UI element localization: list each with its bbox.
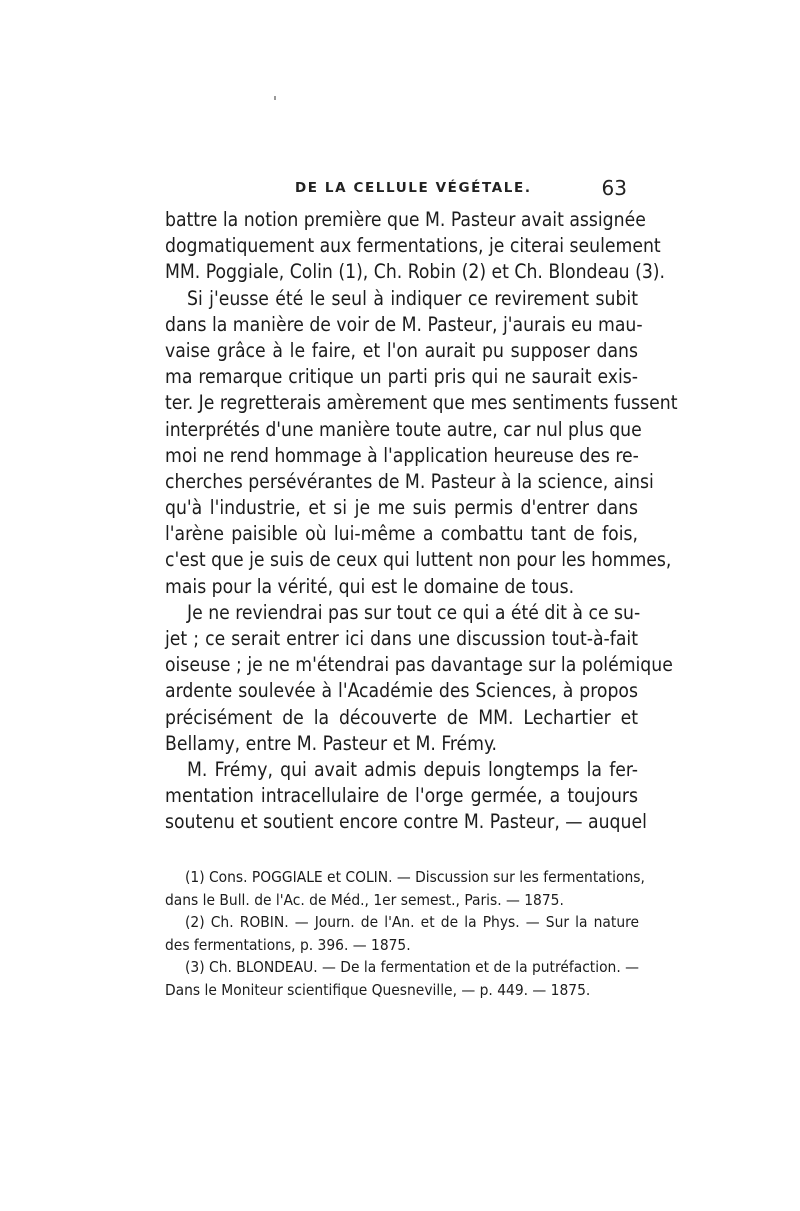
text-line: mais pour la vérité, qui est le domaine de tous. (165, 574, 575, 598)
text-line: l'arène paisible où lui-même a combattu tant de fois, (165, 522, 638, 546)
text-line: c'est que je suis de ceux qui luttent non pour les hommes, (165, 548, 672, 572)
text-line: Je ne reviendrai pas sur tout ce qui a été dit à ce su- (187, 600, 641, 624)
footnote-line: (1) Cons. POGGIALE et COLIN. — Discussion sur les fermentations, (185, 868, 645, 886)
running-title: DE LA CELLULE VÉGÉTALE. (295, 180, 532, 196)
text-line: Si j'eusse été le seul à indiquer ce revirement subit (187, 286, 638, 310)
text-line: cherches persévérantes de M. Pasteur à la science, ainsi (165, 469, 654, 493)
text-line: ma remarque critique un parti pris qui ne saurait exis- (165, 365, 638, 389)
text-line: dogmatiquement aux fermentations, je citerai seulement (165, 234, 661, 258)
text-line: M. Frémy, qui avait admis depuis longtemps la fer- (187, 757, 638, 781)
text-line: ter. Je regretterais amèrement que mes sentiments fussent (165, 391, 678, 415)
footnote-line: (2) Ch. ROBIN. — Journ. de l'An. et de la Phys. — Sur la nature (185, 913, 639, 932)
text-line: moi ne rend hommage à l'application heureuse des re- (165, 443, 639, 467)
text-line: mentation intracellulaire de l'orge germée, a toujours (165, 784, 638, 808)
body-text (165, 207, 678, 836)
text-line: qu'à l'industrie, et si je me suis permis d'entrer dans (165, 496, 638, 520)
text-line: jet ; ce serait entrer ici dans une discussion tout-à-fait (165, 627, 638, 650)
text-line: soutenu et soutient encore contre M. Pasteur, — auquel (165, 810, 647, 834)
footnote-line: (3) Ch. BLONDEAU. — De la fermentation et de la putréfaction. — (185, 958, 639, 977)
footnote-line: dans le Bull. de l'Ac. de Méd., 1er semest., Paris. — 1875. (165, 890, 564, 909)
text-line: MM. Poggiale, Colin (1), Ch. Robin (2) et Ch. Blondeau (3). (165, 260, 666, 284)
text-line: Bellamy, entre M. Pasteur et M. Frémy. (165, 731, 497, 755)
paper-speck (274, 96, 276, 100)
page-header (165, 176, 627, 200)
footnote-line: des fermentations, p. 396. — 1875. (165, 935, 411, 954)
text-line: ardente soulevée à l'Académie des Sciences, à propos (165, 679, 638, 703)
text-line: oiseuse ; je ne m'étendrai pas davantage sur la polémique (165, 653, 673, 677)
text-line: battre la notion première que M. Pasteur avait assignée (165, 208, 646, 231)
footnotes (165, 866, 645, 1002)
text-line: précisément de la découverte de MM. Lechartier et (165, 705, 638, 729)
footnote-line: Dans le Moniteur scientifique Quesneville, — p. 449. — 1875. (165, 980, 591, 999)
text-line: vaise grâce à le faire, et l'on aurait pu supposer dans (165, 338, 638, 362)
text-line: dans la manière de voir de M. Pasteur, j'aurais eu mau- (165, 312, 643, 336)
text-line: interprétés d'une manière toute autre, car nul plus que (165, 417, 642, 441)
page-number: 63 (601, 176, 627, 200)
